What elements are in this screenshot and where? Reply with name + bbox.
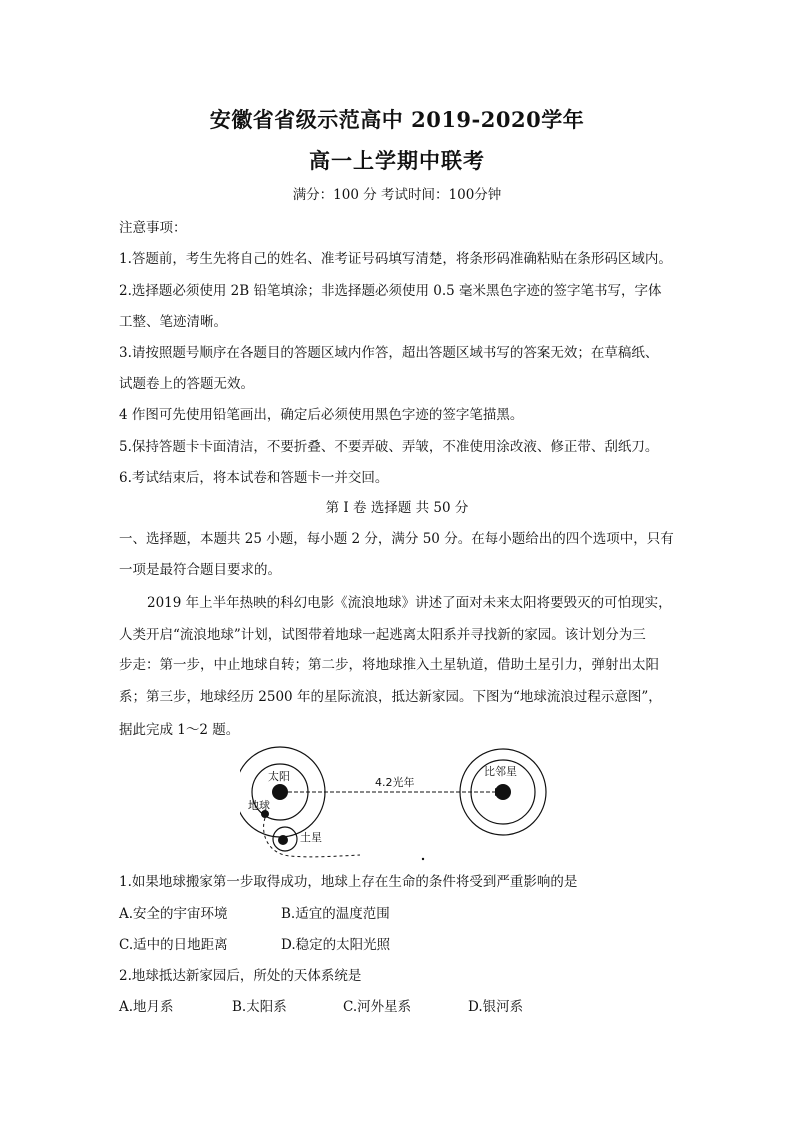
section-heading: 第 I 卷 选择题 共 50 分 <box>325 500 469 516</box>
note-5: 5.保持答题卡卡面清洁，不要折叠、不要弄破、弄皱，不准使用涂改液、修正带、刮纸刀。 <box>119 439 659 455</box>
earth-label: 地球 <box>248 799 270 812</box>
distance-label: 4.2光年 <box>375 776 415 789</box>
earth-wandering-diagram <box>240 742 560 867</box>
notes-heading: 注意事项： <box>119 220 187 236</box>
question-2-option-b: B.太阳系 <box>232 999 287 1015</box>
sun-label: 太阳 <box>268 770 290 783</box>
proxima-body <box>495 784 511 800</box>
question-1-option-a: A.安全的宇宙环境 <box>119 906 228 922</box>
saturn-body <box>278 835 288 845</box>
question-2-option-c: C.河外星系 <box>343 999 412 1015</box>
saturn-label: 土星 <box>300 831 322 844</box>
note-1: 1.答题前，考生先将自己的姓名、准考证号码填写清楚，将条形码准确粘贴在条形码区域内。 <box>119 251 672 267</box>
note-3a: 3.请按照题号顺序在各题目的答题区域内作答，超出答题区域书写的答案无效；在草稿纸、 <box>119 345 659 361</box>
passage-line-1: 2019 年上半年热映的科幻电影《流浪地球》讲述了面对未来太阳将要毁灭的可怕现实， <box>147 595 672 611</box>
question-2-option-a: A.地月系 <box>119 999 174 1015</box>
section-instruction-b: 一项是最符合题目要求的。 <box>119 562 281 578</box>
question-1-stem: 1.如果地球搬家第一步取得成功，地球上存在生命的条件将受到严重影响的是 <box>119 874 578 890</box>
question-2-option-d: D.银河系 <box>468 999 524 1015</box>
exam-meta: 满分：100 分 考试时间：100分钟 <box>292 187 502 203</box>
note-4: 4 作图可先使用铅笔画出，确定后必须使用黑色字迹的签字笔描黑。 <box>119 407 524 423</box>
sun-body <box>272 784 288 800</box>
proxima-label: 比邻星 <box>484 765 517 778</box>
exam-title: 安徽省省级示范高中 2019-2020学年 <box>209 107 585 132</box>
note-2b: 工整、笔迹清晰。 <box>119 314 227 330</box>
note-3b: 试题卷上的答题无效。 <box>119 376 254 392</box>
question-2-stem: 2.地球抵达新家园后，所处的天体系统是 <box>119 968 362 984</box>
passage-line-3: 步走：第一步，中止地球自转；第二步，将地球推入土星轨道，借助土星引力，弹射出太阳 <box>119 657 659 673</box>
path-dot <box>422 858 424 860</box>
question-1-option-c: C.适中的日地距离 <box>119 937 228 953</box>
question-1-option-d: D.稳定的太阳光照 <box>281 937 391 953</box>
note-6: 6.考试结束后，将本试卷和答题卡一并交回。 <box>119 470 389 486</box>
section-instruction-a: 一、选择题，本题共 25 小题，每小题 2 分，满分 50 分。在每小题给出的四个选项中，只有 <box>119 531 674 547</box>
exam-subtitle: 高一上学期中联考 <box>309 148 485 173</box>
passage-line-5: 据此完成 1～2 题。 <box>119 722 240 738</box>
question-1-option-b: B.适宜的温度范围 <box>281 906 390 922</box>
note-2a: 2.选择题必须使用 2B 铅笔填涂；非选择题必须使用 0.5 毫米黑色字迹的签字笔书写，字体 <box>119 283 662 299</box>
passage-line-4: 系；第三步，地球经历 2500 年的星际流浪，抵达新家园。下图为“地球流浪过程示意图”， <box>119 689 662 705</box>
passage-line-2: 人类开启“流浪地球”计划，试图带着地球一起逃离太阳系并寻找新的家园。该计划分为三 <box>119 627 646 643</box>
